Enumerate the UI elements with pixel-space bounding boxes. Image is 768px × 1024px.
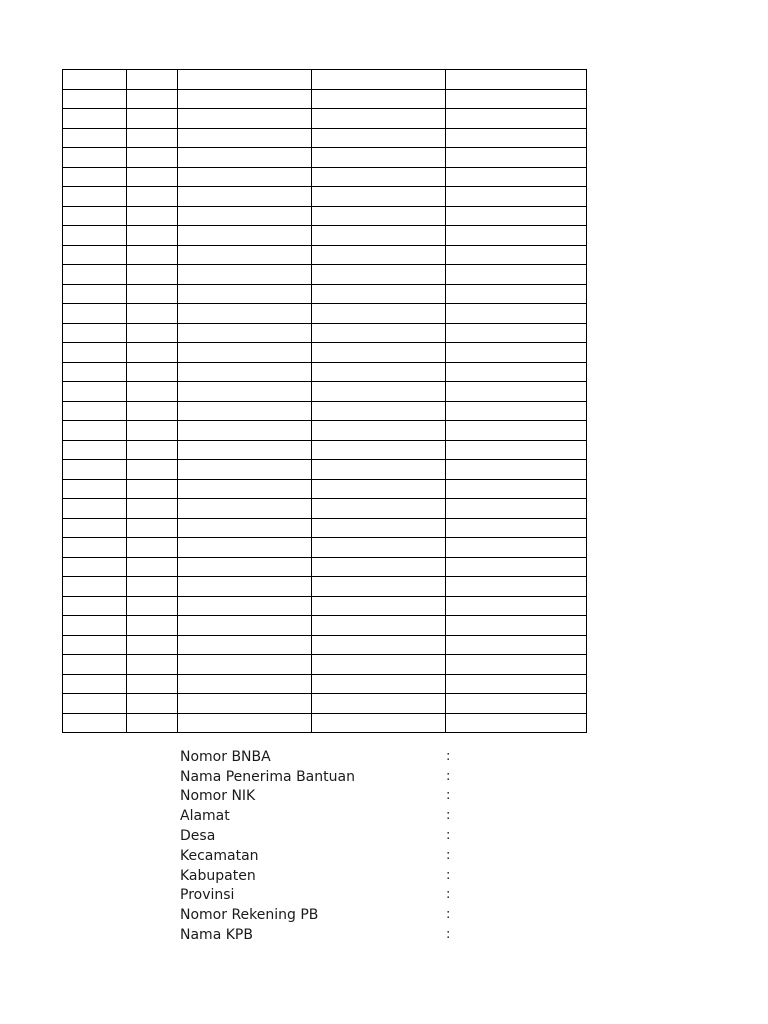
field-label: Kecamatan (180, 847, 259, 864)
table-cell (312, 655, 446, 675)
field-colon: : (446, 907, 451, 923)
table-cell (446, 577, 587, 597)
table-cell (312, 674, 446, 694)
table-cell (312, 401, 446, 421)
table-cell (446, 616, 587, 636)
table-cell (178, 655, 312, 675)
table-row (63, 128, 587, 148)
table-cell (178, 70, 312, 90)
table-cell (63, 206, 127, 226)
field-colon: : (446, 847, 451, 863)
field-row-nama-penerima-bantuan (180, 767, 500, 787)
table-row (63, 577, 587, 597)
table-cell (127, 284, 178, 304)
table-cell (127, 128, 178, 148)
table-cell (446, 460, 587, 480)
empty-grid-table (62, 69, 587, 733)
table-row (63, 167, 587, 187)
table-cell (63, 596, 127, 616)
table-cell (178, 323, 312, 343)
table-cell (446, 265, 587, 285)
table-cell (127, 226, 178, 246)
table-cell (446, 109, 587, 129)
table-row (63, 362, 587, 382)
table-cell (312, 148, 446, 168)
recipient-info-fields (180, 747, 500, 945)
table-cell (127, 245, 178, 265)
table-row (63, 460, 587, 480)
table-row (63, 382, 587, 402)
table-row (63, 557, 587, 577)
table-cell (312, 596, 446, 616)
field-colon: : (446, 887, 451, 903)
table-cell (312, 343, 446, 363)
table-cell (178, 226, 312, 246)
table-cell (63, 655, 127, 675)
table-cell (178, 713, 312, 733)
table-cell (178, 343, 312, 363)
table-cell (312, 557, 446, 577)
table-cell (446, 713, 587, 733)
table-cell (446, 596, 587, 616)
table-row (63, 323, 587, 343)
table-cell (312, 440, 446, 460)
table-cell (127, 206, 178, 226)
table-cell (446, 479, 587, 499)
table-cell (178, 187, 312, 207)
table-cell (127, 401, 178, 421)
table-cell (178, 460, 312, 480)
table-row (63, 89, 587, 109)
table-cell (178, 440, 312, 460)
table-cell (63, 518, 127, 538)
table-cell (127, 616, 178, 636)
table-cell (63, 674, 127, 694)
table-cell (312, 479, 446, 499)
table-row (63, 401, 587, 421)
table-row (63, 265, 587, 285)
table-cell (446, 304, 587, 324)
table-cell (178, 89, 312, 109)
table-cell (63, 226, 127, 246)
table-row (63, 70, 587, 90)
table-cell (178, 518, 312, 538)
table-cell (63, 343, 127, 363)
field-row-desa (180, 826, 500, 846)
table-cell (63, 128, 127, 148)
table-cell (446, 655, 587, 675)
table-cell (446, 362, 587, 382)
table-cell (446, 401, 587, 421)
table-cell (446, 343, 587, 363)
table-cell (63, 635, 127, 655)
field-label: Alamat (180, 808, 230, 825)
table-cell (127, 89, 178, 109)
table-cell (446, 421, 587, 441)
table-row (63, 109, 587, 129)
table-cell (127, 421, 178, 441)
table-cell (127, 382, 178, 402)
table-cell (63, 421, 127, 441)
table-cell (446, 499, 587, 519)
table-cell (63, 187, 127, 207)
table-cell (446, 128, 587, 148)
table-row (63, 499, 587, 519)
table-cell (63, 167, 127, 187)
field-colon: : (446, 768, 451, 784)
table-cell (178, 265, 312, 285)
table-cell (178, 538, 312, 558)
table-cell (178, 577, 312, 597)
table-cell (446, 518, 587, 538)
table-cell (446, 245, 587, 265)
table-cell (178, 148, 312, 168)
table-row (63, 596, 587, 616)
table-cell (312, 109, 446, 129)
table-cell (446, 538, 587, 558)
table-cell (312, 538, 446, 558)
table-cell (63, 89, 127, 109)
table-cell (127, 557, 178, 577)
field-colon: : (446, 867, 451, 883)
field-row-nomor-rekening-pb (180, 905, 500, 925)
table-cell (127, 304, 178, 324)
field-label: Nama KPB (180, 927, 253, 944)
table-cell (446, 323, 587, 343)
table-cell (446, 382, 587, 402)
table-cell (446, 557, 587, 577)
table-row (63, 148, 587, 168)
table-cell (127, 674, 178, 694)
table-cell (127, 538, 178, 558)
table-row (63, 421, 587, 441)
table-cell (178, 382, 312, 402)
table-cell (312, 635, 446, 655)
table-cell (446, 694, 587, 714)
table-cell (127, 440, 178, 460)
table-cell (63, 557, 127, 577)
table-cell (127, 109, 178, 129)
field-label: Provinsi (180, 887, 235, 904)
table-cell (63, 362, 127, 382)
table-cell (178, 499, 312, 519)
table-cell (127, 187, 178, 207)
table-cell (312, 577, 446, 597)
table-cell (178, 557, 312, 577)
table-row (63, 343, 587, 363)
table-cell (127, 479, 178, 499)
field-label: Nama Penerima Bantuan (180, 768, 355, 785)
table-cell (446, 70, 587, 90)
field-label: Nomor Rekening PB (180, 907, 319, 924)
table-cell (63, 616, 127, 636)
table-cell (312, 167, 446, 187)
field-row-nama-kpb (180, 925, 500, 945)
table-cell (127, 343, 178, 363)
table-row (63, 694, 587, 714)
table-cell (178, 167, 312, 187)
field-colon: : (446, 828, 451, 844)
table-cell (63, 70, 127, 90)
table-cell (63, 694, 127, 714)
table-cell (178, 616, 312, 636)
table-cell (127, 635, 178, 655)
table-cell (312, 323, 446, 343)
table-row (63, 635, 587, 655)
field-row-kecamatan (180, 846, 500, 866)
table-cell (312, 245, 446, 265)
table-cell (312, 518, 446, 538)
table-cell (178, 421, 312, 441)
table-cell (312, 265, 446, 285)
table-cell (178, 206, 312, 226)
table-cell (127, 70, 178, 90)
table-row (63, 440, 587, 460)
table-cell (178, 304, 312, 324)
table-cell (312, 713, 446, 733)
table-cell (312, 304, 446, 324)
table-row (63, 284, 587, 304)
table-cell (178, 128, 312, 148)
table-cell (127, 362, 178, 382)
table-cell (63, 148, 127, 168)
grid-table-body (63, 70, 587, 733)
table-cell (312, 128, 446, 148)
field-label: Kabupaten (180, 867, 256, 884)
table-cell (63, 401, 127, 421)
table-cell (63, 713, 127, 733)
table-cell (127, 499, 178, 519)
table-cell (63, 479, 127, 499)
table-cell (446, 284, 587, 304)
table-cell (63, 323, 127, 343)
table-row (63, 674, 587, 694)
table-cell (127, 460, 178, 480)
table-cell (178, 109, 312, 129)
table-cell (312, 616, 446, 636)
table-row (63, 616, 587, 636)
table-cell (127, 596, 178, 616)
table-cell (127, 694, 178, 714)
table-cell (127, 323, 178, 343)
table-row (63, 304, 587, 324)
table-cell (63, 499, 127, 519)
table-cell (446, 440, 587, 460)
field-row-nomor-bnba (180, 747, 500, 767)
table-cell (312, 70, 446, 90)
table-row (63, 479, 587, 499)
field-row-kabupaten (180, 866, 500, 886)
field-colon: : (446, 788, 451, 804)
table-cell (446, 226, 587, 246)
table-cell (127, 518, 178, 538)
table-cell (446, 206, 587, 226)
field-row-provinsi (180, 886, 500, 906)
table-row (63, 206, 587, 226)
table-cell (127, 577, 178, 597)
table-row (63, 187, 587, 207)
field-label: Nomor NIK (180, 788, 256, 805)
table-cell (312, 284, 446, 304)
table-cell (63, 538, 127, 558)
table-cell (178, 635, 312, 655)
table-row (63, 713, 587, 733)
table-cell (63, 304, 127, 324)
table-cell (178, 245, 312, 265)
table-row (63, 226, 587, 246)
table-cell (63, 265, 127, 285)
table-cell (178, 694, 312, 714)
table-cell (63, 577, 127, 597)
table-cell (178, 674, 312, 694)
field-row-alamat (180, 806, 500, 826)
table-cell (63, 109, 127, 129)
table-cell (312, 187, 446, 207)
table-cell (312, 206, 446, 226)
table-cell (178, 596, 312, 616)
table-cell (312, 499, 446, 519)
table-cell (312, 460, 446, 480)
table-cell (312, 694, 446, 714)
field-row-nomor-nik (180, 787, 500, 807)
table-cell (312, 89, 446, 109)
table-cell (446, 187, 587, 207)
field-colon: : (446, 748, 451, 764)
table-cell (127, 713, 178, 733)
field-colon: : (446, 808, 451, 824)
field-label: Desa (180, 828, 216, 845)
table-row (63, 245, 587, 265)
table-cell (312, 421, 446, 441)
table-cell (312, 382, 446, 402)
table-row (63, 538, 587, 558)
table-row (63, 518, 587, 538)
table-cell (446, 635, 587, 655)
field-label: Nomor BNBA (180, 748, 271, 765)
table-cell (63, 460, 127, 480)
table-cell (127, 265, 178, 285)
table-cell (63, 440, 127, 460)
table-cell (446, 148, 587, 168)
table-cell (178, 284, 312, 304)
table-cell (446, 89, 587, 109)
table-cell (446, 167, 587, 187)
table-cell (178, 362, 312, 382)
table-cell (178, 479, 312, 499)
field-colon: : (446, 927, 451, 943)
table-cell (63, 245, 127, 265)
table-cell (312, 362, 446, 382)
table-cell (446, 674, 587, 694)
table-row (63, 655, 587, 675)
table-cell (312, 226, 446, 246)
table-cell (63, 284, 127, 304)
table-cell (178, 401, 312, 421)
table-cell (63, 382, 127, 402)
table-cell (127, 167, 178, 187)
table-cell (127, 655, 178, 675)
table-cell (127, 148, 178, 168)
